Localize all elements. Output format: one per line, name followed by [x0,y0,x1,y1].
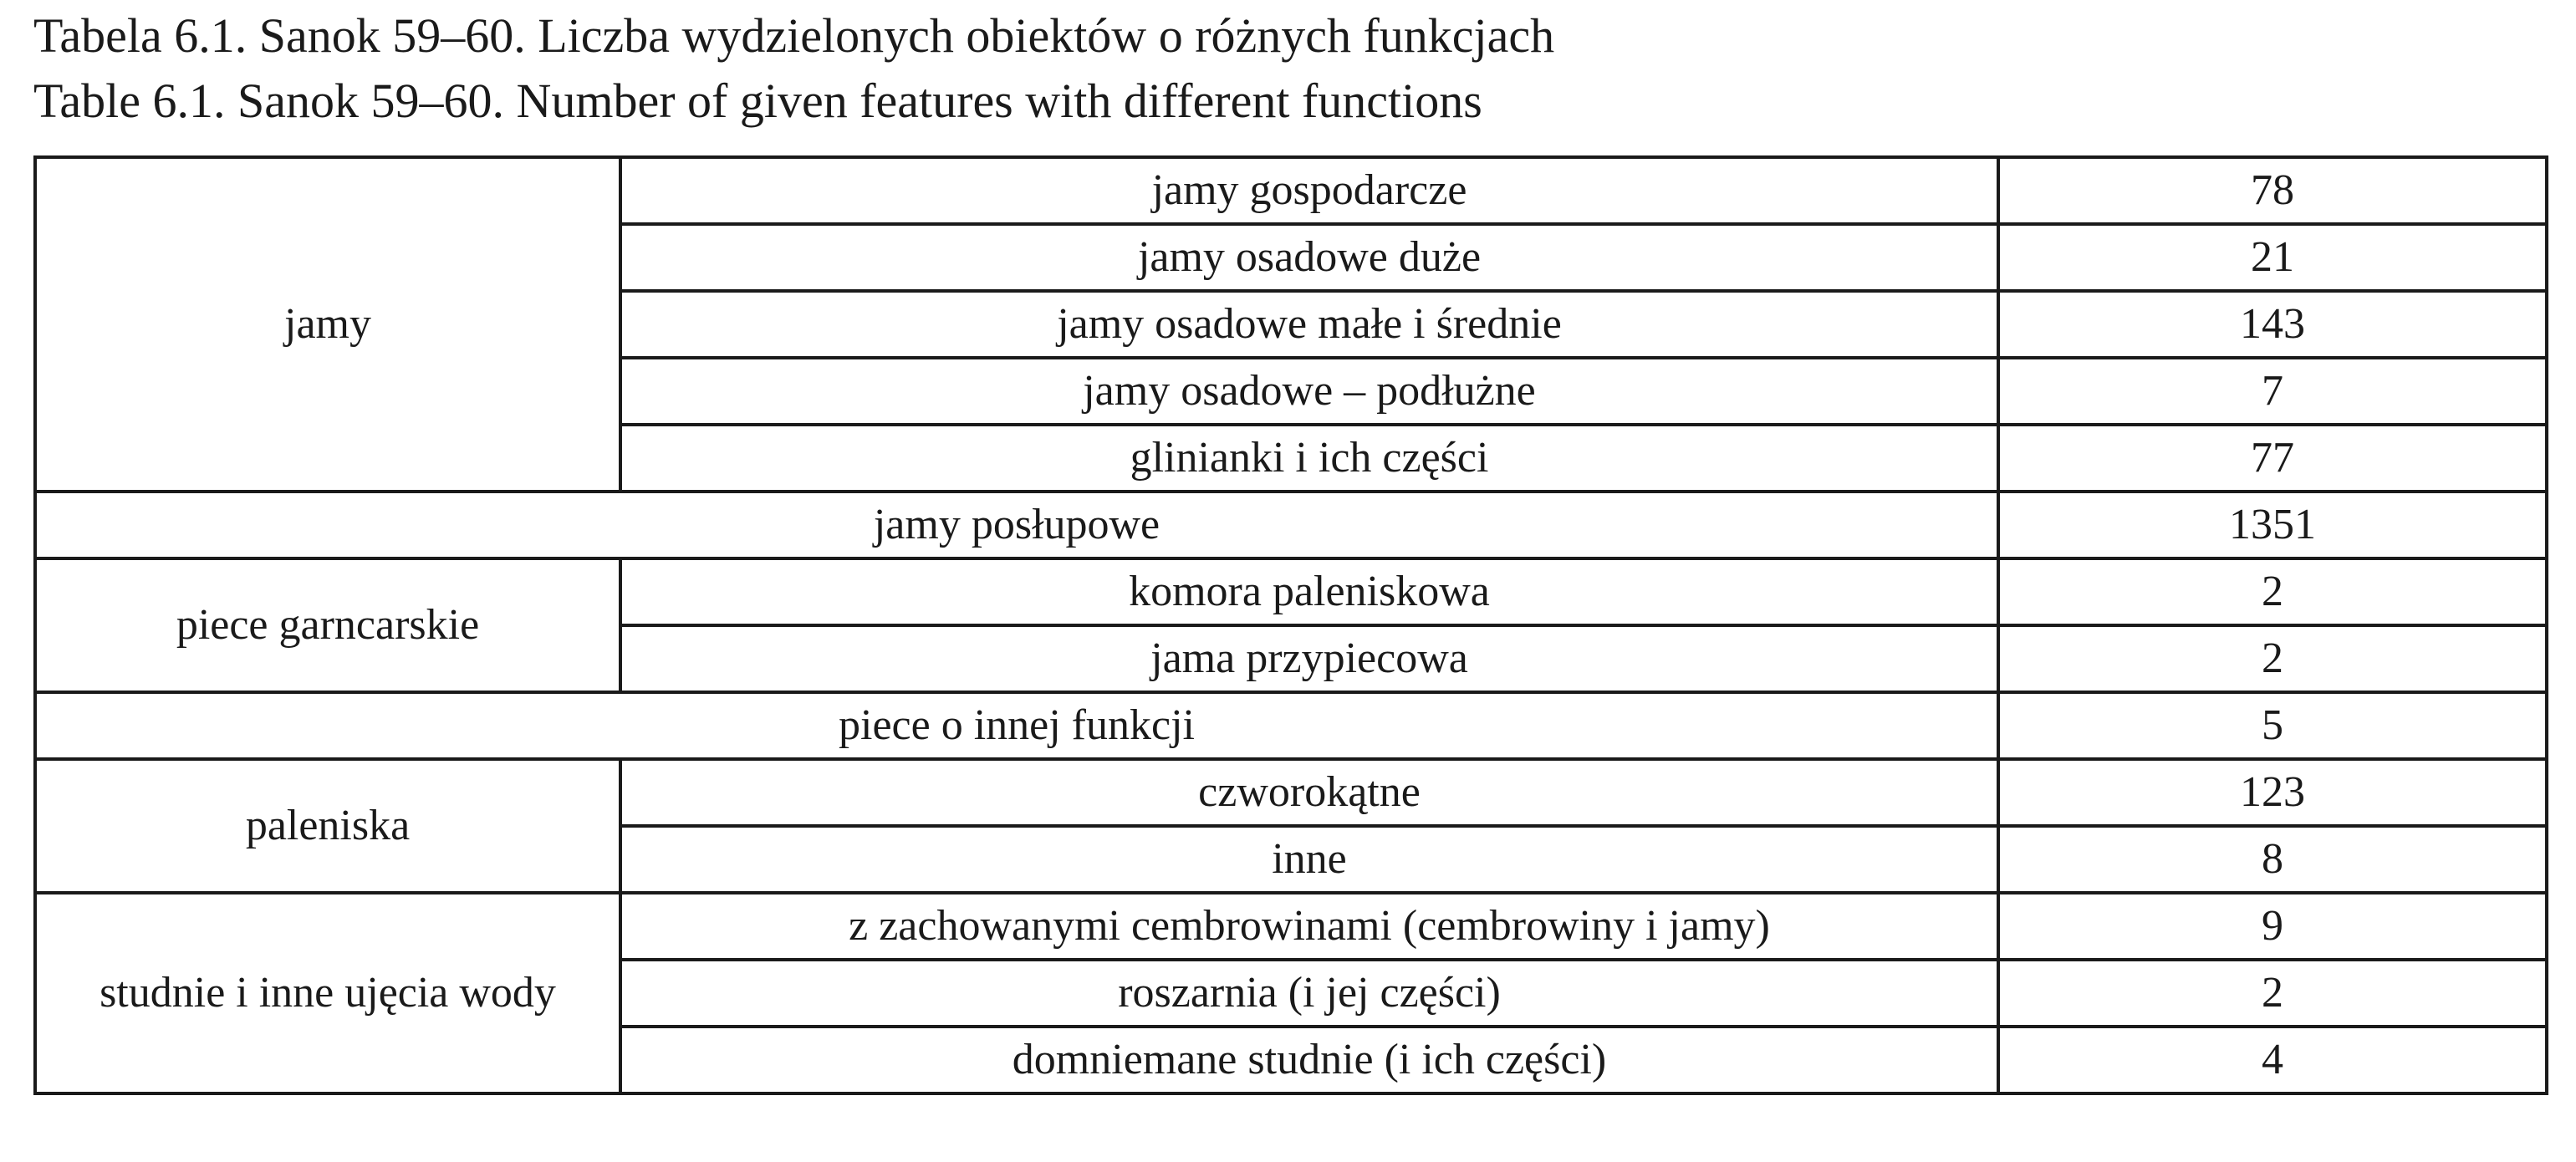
feature-type-cell: jama przypiecowa [620,625,1998,692]
group-label-piece-o-innej-funkcji: piece o innej funkcji [35,692,1998,759]
table-row [35,893,2547,960]
table-row [35,692,2547,759]
feature-count-cell: 2 [1998,625,2547,692]
feature-type-cell: domniemane studnie (i ich części) [620,1027,1998,1093]
feature-type-cell: jamy osadowe małe i średnie [620,291,1998,358]
feature-count-cell: 21 [1998,224,2547,291]
feature-count-cell: 143 [1998,291,2547,358]
feature-type-cell: jamy osadowe duże [620,224,1998,291]
feature-type-cell: jamy gospodarcze [620,157,1998,224]
table-row [35,157,2547,224]
table-caption-english: Table 6.1. Sanok 59–60. Number of given features with different functions [33,74,1482,128]
feature-count-cell: 4 [1998,1027,2547,1093]
group-label-piece-garncarskie: piece garncarskie [35,558,620,692]
feature-type-cell: komora paleniskowa [620,558,1998,625]
features-table [33,155,2548,1095]
group-label-paleniska: paleniska [35,759,620,893]
table-row [35,558,2547,625]
feature-count-cell: 5 [1998,692,2547,759]
feature-type-cell: roszarnia (i jej części) [620,960,1998,1027]
table-caption-polish: Tabela 6.1. Sanok 59–60. Liczba wydzielonych obiektów o różnych funkcjach [33,8,1555,63]
table-row [35,759,2547,826]
feature-type-cell: jamy osadowe – podłużne [620,358,1998,425]
group-label-studnie: studnie i inne ujęcia wody [35,893,620,1093]
feature-type-cell: z zachowanymi cembrowinami (cembrowiny i jamy) [620,893,1998,960]
feature-type-cell: glinianki i ich części [620,425,1998,492]
feature-count-cell: 2 [1998,558,2547,625]
feature-count-cell: 8 [1998,826,2547,893]
group-label-jamy-poslupowe: jamy posłupowe [35,492,1998,558]
feature-count-cell: 2 [1998,960,2547,1027]
feature-count-cell: 9 [1998,893,2547,960]
table-row [35,492,2547,558]
feature-type-cell: czworokątne [620,759,1998,826]
feature-count-cell: 7 [1998,358,2547,425]
feature-count-cell: 78 [1998,157,2547,224]
feature-count-cell: 1351 [1998,492,2547,558]
feature-type-cell: inne [620,826,1998,893]
feature-count-cell: 77 [1998,425,2547,492]
group-label-jamy: jamy [35,157,620,492]
feature-count-cell: 123 [1998,759,2547,826]
